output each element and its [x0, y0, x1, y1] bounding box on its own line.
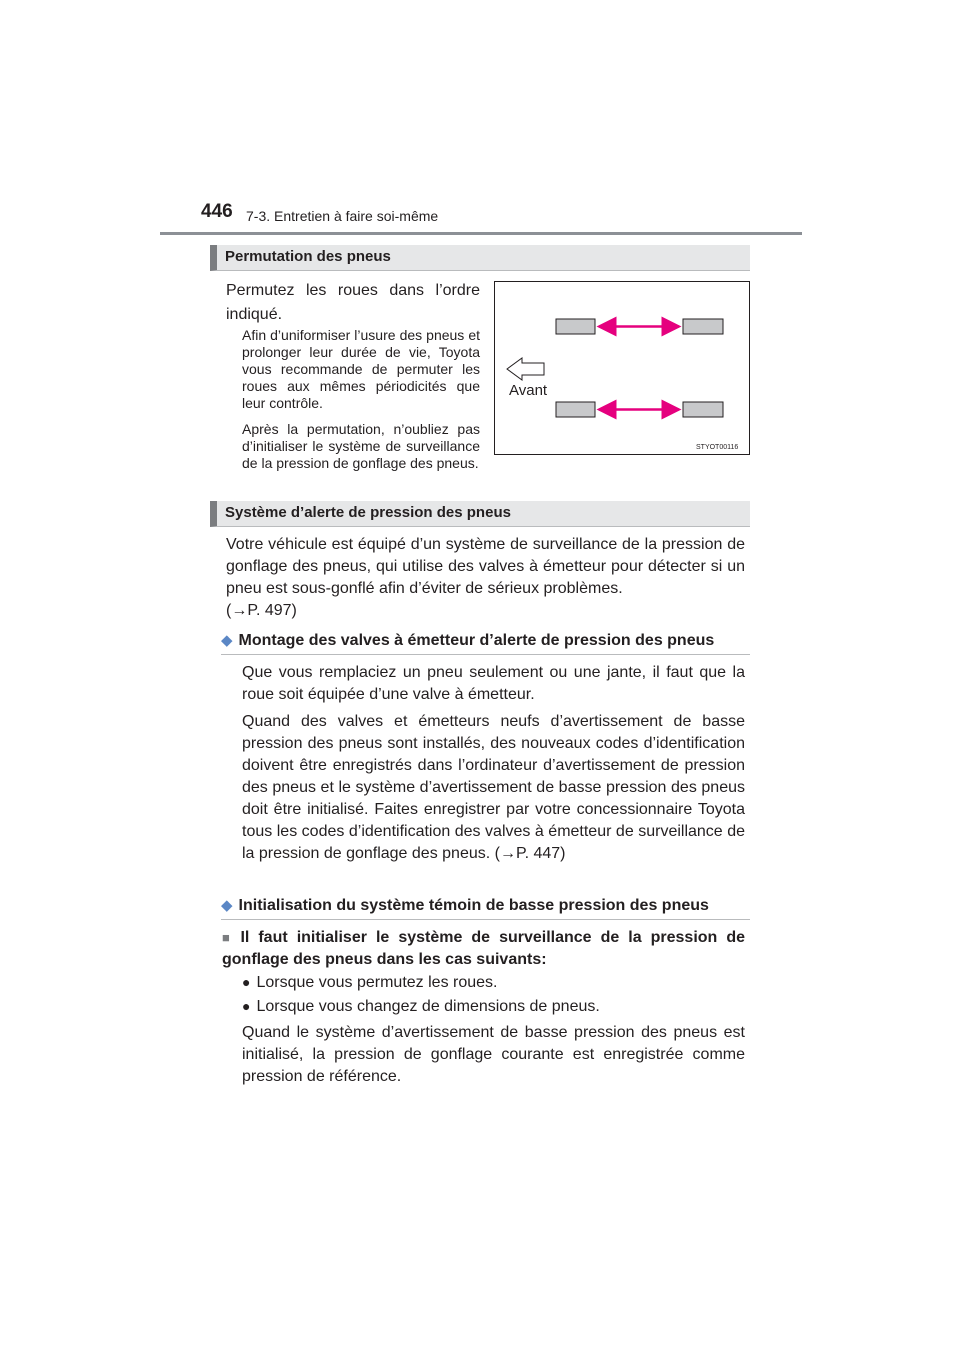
rotation-note-wear: Afin d’uniformiser l’usure des pneus et prolonger leur durée de vie, Toyota vous recommande de permuter les roues aux mêmes périodicités que leur contrôle.: [242, 327, 480, 411]
subheading-valve-installation: ◆ Montage des valves à émetteur d’alerte de pression des pneus: [221, 632, 715, 649]
bullet-icon: ●: [242, 998, 251, 1014]
valve-paragraph-1: Que vous remplaciez un pneu seulement ou une jante, il faut que la roue soit équipée d’une valve à émetteur.: [242, 664, 745, 703]
tpms-intro: Votre véhicule est équipé d’un système de surveillance de la pression de gonflage des pneus, qui utilise des valves à émetteur pour détecter si un pneu est sous-gonflé afin d’éviter de sérieux problèmes.: [226, 536, 745, 597]
initialization-paragraph: Quand le système d’avertissement de basse pression des pneus est initialisé, la pression de gonflage courante est enregistrée comme pression de référence.: [242, 1024, 745, 1085]
tire-rear-right: [683, 402, 723, 417]
valve-paragraph-2: Quand des valves et émetteurs neufs d’avertissement de basse pression des pneus sont installés, des nouveaux codes d’identification doivent être enregistrés dans l’ordinateur d’avertissement de pression des pneus et le système d’avertissement de basse pression des pneus doit être initialisé. Faites enregistrer par votre concessionnaire Toyota tous les codes d’identification des valves à émetteur de surveillance de la pression de gonflage des pneus. (→P. 447): [242, 713, 745, 862]
rotation-intro: Permutez les roues dans l’ordre indiqué.: [226, 282, 480, 323]
subheading-rule: [221, 654, 750, 655]
chapter-title: 7-3. Entretien à faire soi-même: [246, 208, 439, 224]
figure-code: STYOT00116: [696, 444, 739, 451]
list-item: ● Lorsque vous changez de dimensions de pneus.: [242, 998, 600, 1015]
subheading-rule: [221, 919, 750, 920]
tire-rear-left: [556, 402, 595, 417]
rotation-note-reset: Après la permutation, n’oubliez pas d’initialiser le système de surveillance de la pression de gonflage des pneus.: [242, 421, 480, 471]
section-heading-text: Permutation des pneus: [225, 248, 391, 265]
forward-arrow-icon: [507, 358, 544, 380]
diamond-icon: ◆: [221, 897, 233, 914]
section-heading-tpms: [210, 501, 750, 527]
tpms-page-ref: (→P. 497): [226, 602, 297, 619]
bullet-icon: ●: [242, 974, 251, 990]
tire-front-left: [556, 319, 595, 334]
tire-front-right: [683, 319, 723, 334]
section-heading-tire-rotation: [210, 245, 750, 271]
figure-label-front: Avant: [509, 382, 548, 399]
diamond-icon: ◆: [221, 632, 233, 649]
rotation-diagram-svg: [495, 282, 749, 454]
list-item: ● Lorsque vous permutez les roues.: [242, 974, 498, 991]
initialization-conditions: ■ Il faut initialiser le système de surveillance de la pression de gonflage des pneus dans les cas suivants:: [222, 929, 746, 968]
square-bullet-icon: ■: [222, 930, 235, 945]
header-rule: [160, 232, 802, 235]
section-heading-text: Système d’alerte de pression des pneus: [225, 504, 511, 521]
rotation-diagram: [494, 281, 750, 455]
page-number: 446: [201, 201, 233, 222]
subheading-initialization: ◆ Initialisation du système témoin de basse pression des pneus: [221, 897, 709, 914]
